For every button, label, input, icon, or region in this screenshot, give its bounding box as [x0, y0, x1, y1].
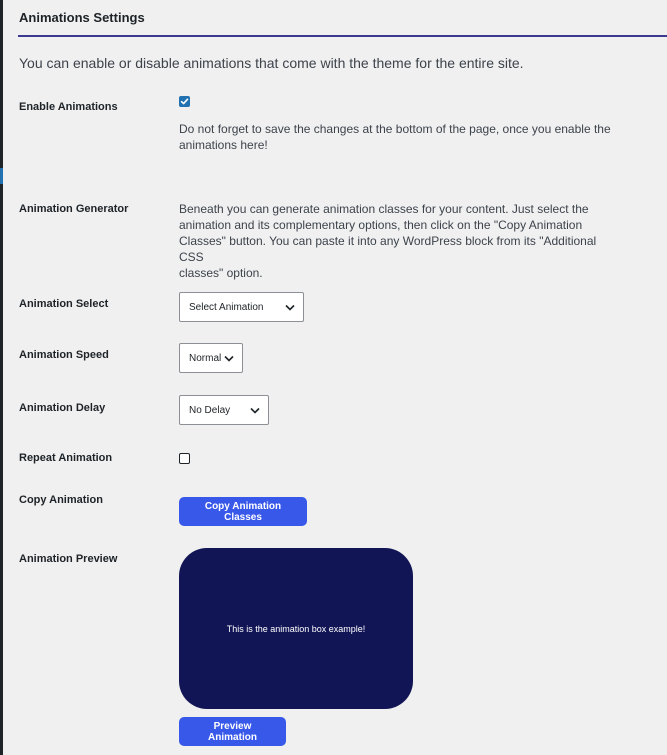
enable-animations-checkbox[interactable]: [179, 96, 190, 107]
animation-select-dropdown[interactable]: [179, 292, 304, 322]
preview-animation-button[interactable]: Preview Animation: [179, 717, 286, 746]
copy-animation-label: Copy Animation: [19, 494, 103, 506]
checkmark-icon: [180, 97, 189, 106]
repeat-animation-checkbox[interactable]: [179, 453, 190, 464]
repeat-animation-label: Repeat Animation: [19, 452, 113, 464]
animation-preview-label: Animation Preview: [19, 553, 118, 565]
animation-generator-description: [179, 201, 619, 281]
animation-speed-dropdown[interactable]: [179, 343, 243, 373]
description-line: classes" option.: [179, 266, 263, 280]
chevron-down-icon: [250, 407, 260, 414]
copy-animation-classes-button[interactable]: Copy Animation Classes: [179, 497, 307, 526]
sidebar-active-indicator: [0, 168, 3, 184]
description-line: Classes" button. You can paste it into any WordPress block from its "Additional CSS: [179, 234, 597, 264]
animation-select-value: Select Animation: [189, 301, 264, 313]
enable-animations-note: [179, 121, 619, 153]
enable-animations-label: Enable Animations: [19, 101, 118, 113]
note-line: Do not forget to save the changes at the bottom of the page, once you enable the: [179, 122, 611, 136]
description-line: Beneath you can generate animation classes for your content. Just select the: [179, 202, 589, 216]
animation-speed-value: Normal: [189, 352, 222, 364]
animation-delay-value: No Delay: [189, 404, 231, 416]
section-intro: You can enable or disable animations that come with the theme for the entire site.: [19, 55, 524, 71]
admin-sidebar-edge: [0, 0, 3, 755]
chevron-down-icon: [224, 355, 234, 362]
animation-delay-label: Animation Delay: [19, 402, 106, 414]
animation-generator-label: Animation Generator: [19, 203, 129, 215]
note-line: animations here!: [179, 138, 268, 152]
animation-delay-dropdown[interactable]: [179, 395, 269, 425]
animation-preview-box: [179, 548, 413, 709]
animation-speed-label: Animation Speed: [19, 349, 109, 361]
description-line: animation and its complementary options, then click on the "Copy Animation: [179, 218, 583, 232]
title-divider: [18, 35, 667, 37]
chevron-down-icon: [285, 304, 295, 311]
section-title: Animations Settings: [19, 10, 145, 25]
animation-select-label: Animation Select: [19, 298, 109, 310]
preview-box-text: This is the animation box example!: [226, 623, 366, 634]
